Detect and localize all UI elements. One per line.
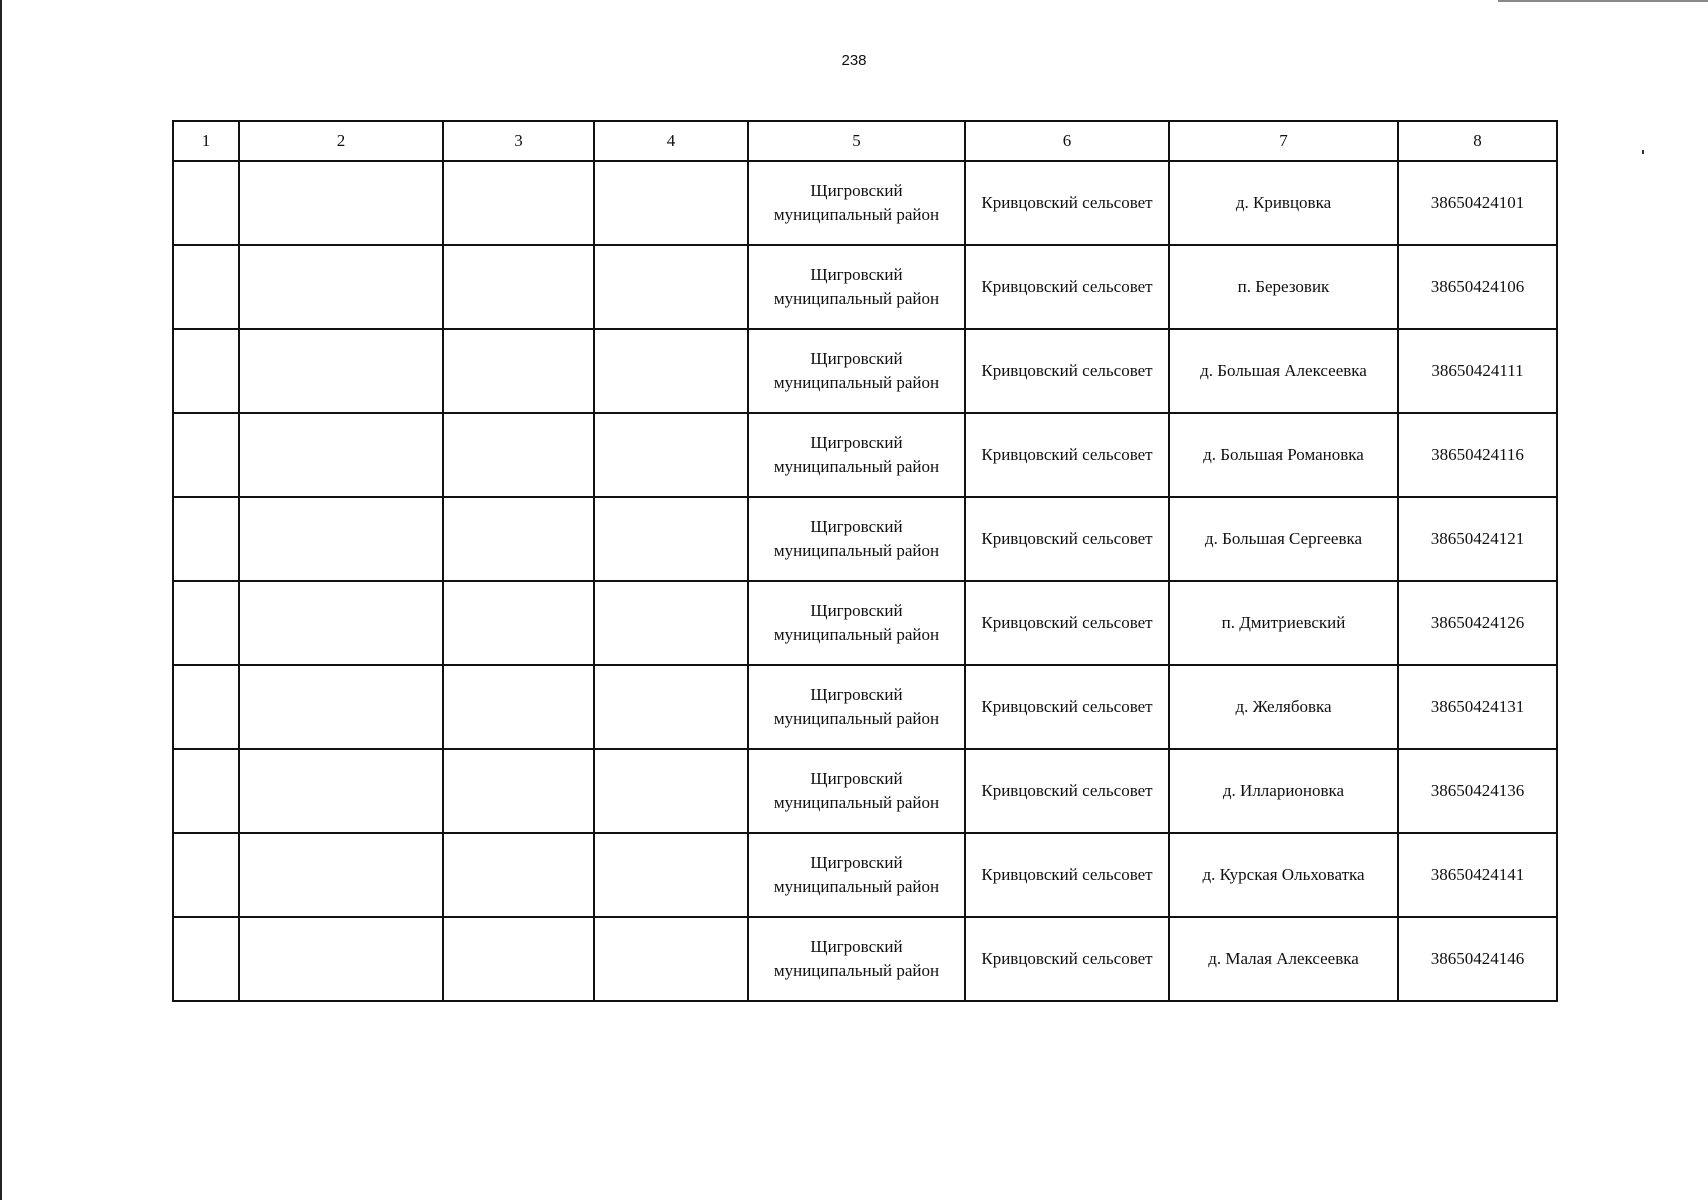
- cell-col-1: [173, 665, 239, 749]
- district-cell: [748, 665, 965, 749]
- cell-col-3: [443, 581, 594, 665]
- cell-col-2: [239, 749, 443, 833]
- header-row: [173, 121, 1557, 161]
- settlement-cell: д. Курская Ольховатка: [1169, 833, 1398, 917]
- cell-col-3: [443, 917, 594, 1001]
- cell-col-2: [239, 329, 443, 413]
- cell-col-1: [173, 413, 239, 497]
- district-name-line: Щигровский: [810, 517, 903, 536]
- scan-speck: [1642, 150, 1644, 154]
- cell-col-2: [239, 917, 443, 1001]
- council-cell: Кривцовский сельсовет: [965, 749, 1169, 833]
- code-cell: 38650424101: [1398, 161, 1557, 245]
- table-row: [173, 497, 1557, 581]
- code-cell: 38650424121: [1398, 497, 1557, 581]
- cell-col-4: [594, 581, 748, 665]
- cell-col-3: [443, 161, 594, 245]
- table-row: [173, 833, 1557, 917]
- settlement-cell: д. Большая Алексеевка: [1169, 329, 1398, 413]
- district-type-line: муниципальный район: [773, 541, 940, 560]
- code-cell: 38650424131: [1398, 665, 1557, 749]
- council-cell: Кривцовский сельсовет: [965, 161, 1169, 245]
- settlement-cell: д. Большая Романовка: [1169, 413, 1398, 497]
- settlements-table: [172, 120, 1558, 1002]
- district-type-line: муниципальный район: [773, 709, 940, 728]
- cell-col-2: [239, 497, 443, 581]
- district-type-line: муниципальный район: [773, 205, 940, 224]
- district-type-line: муниципальный район: [773, 373, 940, 392]
- district-name-line: Щигровский: [810, 601, 903, 620]
- table-body: [173, 161, 1557, 1001]
- cell-col-3: [443, 665, 594, 749]
- table-row: [173, 917, 1557, 1001]
- cell-col-1: [173, 833, 239, 917]
- scan-edge-top: [1498, 0, 1708, 2]
- cell-col-2: [239, 665, 443, 749]
- column-header-5: 5: [748, 121, 965, 161]
- district-cell: [748, 749, 965, 833]
- district-name-line: Щигровский: [810, 349, 903, 368]
- cell-col-4: [594, 245, 748, 329]
- cell-col-4: [594, 497, 748, 581]
- council-cell: Кривцовский сельсовет: [965, 245, 1169, 329]
- district-cell: [748, 917, 965, 1001]
- cell-col-1: [173, 497, 239, 581]
- cell-col-1: [173, 581, 239, 665]
- settlement-cell: п. Дмитриевский: [1169, 581, 1398, 665]
- code-cell: 38650424111: [1398, 329, 1557, 413]
- cell-col-3: [443, 497, 594, 581]
- district-name-line: Щигровский: [810, 181, 903, 200]
- cell-col-4: [594, 833, 748, 917]
- district-type-line: муниципальный район: [773, 877, 940, 896]
- code-cell: 38650424136: [1398, 749, 1557, 833]
- settlement-cell: д. Большая Сергеевка: [1169, 497, 1398, 581]
- district-type-line: муниципальный район: [773, 457, 940, 476]
- district-cell: [748, 497, 965, 581]
- table-row: [173, 665, 1557, 749]
- council-cell: Кривцовский сельсовет: [965, 413, 1169, 497]
- district-type-line: муниципальный район: [773, 625, 940, 644]
- table-row: [173, 245, 1557, 329]
- cell-col-2: [239, 413, 443, 497]
- table-row: [173, 161, 1557, 245]
- table-row: [173, 581, 1557, 665]
- column-header-6: 6: [965, 121, 1169, 161]
- cell-col-3: [443, 413, 594, 497]
- district-name-line: Щигровский: [810, 685, 903, 704]
- district-cell: [748, 833, 965, 917]
- cell-col-1: [173, 161, 239, 245]
- column-header-7: 7: [1169, 121, 1398, 161]
- district-type-line: муниципальный район: [773, 961, 940, 980]
- district-cell: [748, 245, 965, 329]
- district-cell: [748, 413, 965, 497]
- code-cell: 38650424116: [1398, 413, 1557, 497]
- council-cell: Кривцовский сельсовет: [965, 581, 1169, 665]
- cell-col-4: [594, 413, 748, 497]
- cell-col-2: [239, 581, 443, 665]
- page-number: 238: [841, 52, 867, 69]
- district-type-line: муниципальный район: [773, 289, 940, 308]
- district-cell: [748, 161, 965, 245]
- cell-col-3: [443, 329, 594, 413]
- scan-edge-left: [0, 0, 2, 1200]
- cell-col-2: [239, 245, 443, 329]
- table-row: [173, 413, 1557, 497]
- column-header-4: 4: [594, 121, 748, 161]
- cell-col-4: [594, 665, 748, 749]
- district-cell: [748, 581, 965, 665]
- table-row: [173, 749, 1557, 833]
- settlement-cell: п. Березовик: [1169, 245, 1398, 329]
- cell-col-1: [173, 329, 239, 413]
- district-name-line: Щигровский: [810, 937, 903, 956]
- column-header-2: 2: [239, 121, 443, 161]
- council-cell: Кривцовский сельсовет: [965, 329, 1169, 413]
- cell-col-4: [594, 749, 748, 833]
- code-cell: 38650424106: [1398, 245, 1557, 329]
- code-cell: 38650424141: [1398, 833, 1557, 917]
- district-cell: [748, 329, 965, 413]
- cell-col-1: [173, 245, 239, 329]
- district-name-line: Щигровский: [810, 433, 903, 452]
- council-cell: Кривцовский сельсовет: [965, 497, 1169, 581]
- column-header-3: 3: [443, 121, 594, 161]
- cell-col-4: [594, 329, 748, 413]
- column-header-8: 8: [1398, 121, 1557, 161]
- code-cell: 38650424126: [1398, 581, 1557, 665]
- cell-col-1: [173, 749, 239, 833]
- settlement-cell: д. Илларионовка: [1169, 749, 1398, 833]
- cell-col-2: [239, 161, 443, 245]
- cell-col-3: [443, 245, 594, 329]
- council-cell: Кривцовский сельсовет: [965, 665, 1169, 749]
- cell-col-3: [443, 749, 594, 833]
- cell-col-3: [443, 833, 594, 917]
- code-cell: 38650424146: [1398, 917, 1557, 1001]
- settlement-cell: д. Желябовка: [1169, 665, 1398, 749]
- table-row: [173, 329, 1557, 413]
- district-type-line: муниципальный район: [773, 793, 940, 812]
- council-cell: Кривцовский сельсовет: [965, 917, 1169, 1001]
- cell-col-1: [173, 917, 239, 1001]
- column-header-1: 1: [173, 121, 239, 161]
- settlement-cell: д. Кривцовка: [1169, 161, 1398, 245]
- cell-col-4: [594, 161, 748, 245]
- table-header: [173, 121, 1557, 161]
- district-name-line: Щигровский: [810, 853, 903, 872]
- settlement-cell: д. Малая Алексеевка: [1169, 917, 1398, 1001]
- district-name-line: Щигровский: [810, 265, 903, 284]
- council-cell: Кривцовский сельсовет: [965, 833, 1169, 917]
- cell-col-4: [594, 917, 748, 1001]
- district-name-line: Щигровский: [810, 769, 903, 788]
- cell-col-2: [239, 833, 443, 917]
